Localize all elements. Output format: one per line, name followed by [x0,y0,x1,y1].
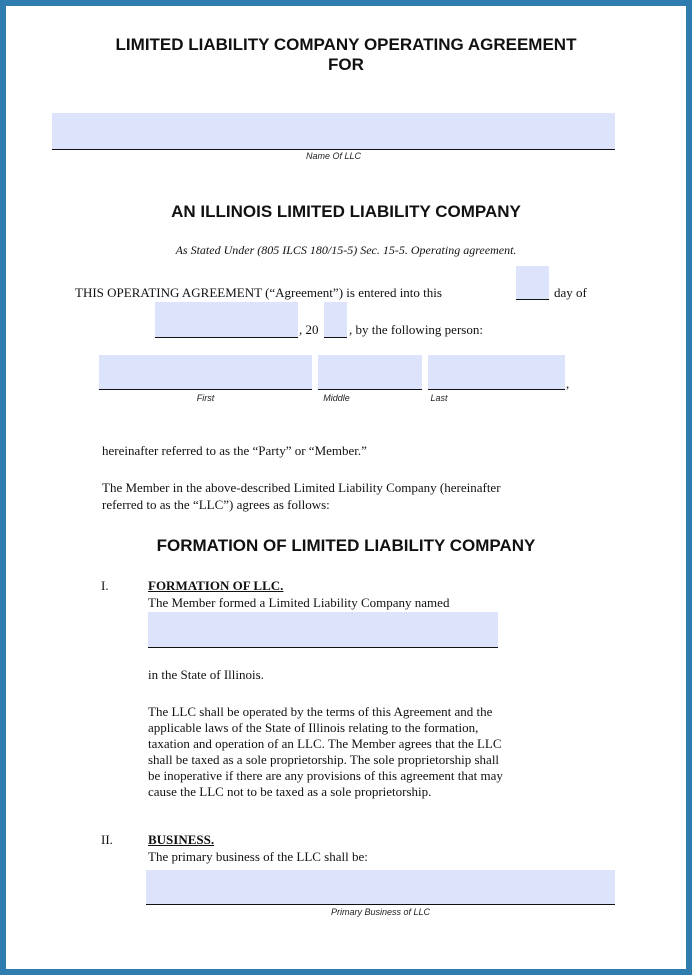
primary-business-caption: Primary Business of LLC [330,907,431,917]
state-heading: AN ILLINOIS LIMITED LIABILITY COMPANY [171,202,521,221]
section-2-line: The primary business of the LLC shall be: [148,849,368,864]
intro-day-of: day of [554,285,587,300]
middle-name-field[interactable] [318,355,422,390]
intro-year-prefix: , 20 [299,322,319,337]
section-2-number: II. [101,832,113,847]
first-name-field[interactable] [99,355,312,390]
para-line: applicable laws of the State of Illinois relating to the formation, [148,720,479,735]
month-field[interactable] [155,302,298,338]
section-1-paragraph [148,704,618,800]
title-line-2: FOR [328,55,364,74]
statute-reference: As Stated Under (805 ILCS 180/15-5) Sec. 15-5. Operating agreement. [175,243,517,257]
intro-following-person: , by the following person: [349,322,483,337]
document-title [6,35,686,75]
state-line: in the State of Illinois. [148,667,264,682]
middle-caption: Middle [323,393,350,403]
year-field[interactable] [324,302,347,338]
section-1-title: FORMATION OF LLC. [148,578,284,593]
section-heading: FORMATION OF LIMITED LIABILITY COMPANY [156,536,536,555]
name-comma: , [566,376,570,391]
member-text-2: referred to as the “LLC”) agrees as follows: [102,497,330,512]
section-2-title: BUSINESS. [148,832,215,847]
para-line: cause the LLC not to be taxed as a sole proprietorship. [148,784,432,799]
party-text: hereinafter referred to as the “Party” or “Member.” [102,443,367,458]
day-field[interactable] [516,266,549,300]
primary-business-field[interactable] [146,870,615,905]
last-name-field[interactable] [428,355,565,390]
llc-formed-name-field[interactable] [148,612,498,648]
section-1-line: The Member formed a Limited Liability Company named [148,595,450,610]
title-line-1: LIMITED LIABILITY COMPANY OPERATING AGREEMENT [115,35,577,54]
para-line: taxation and operation of an LLC. The Member agrees that the LLC [148,736,502,751]
para-line: be inoperative if there are any provisions of this agreement that may [148,768,503,783]
section-1-number: I. [101,578,109,593]
first-caption: First [196,393,215,403]
llc-name-caption: Name Of LLC [305,151,362,161]
intro-line-1: THIS OPERATING AGREEMENT (“Agreement”) is entered into this [75,285,442,300]
document-page [6,6,686,969]
llc-name-field[interactable] [52,113,615,150]
last-caption: Last [430,393,448,403]
para-line: The LLC shall be operated by the terms of this Agreement and the [148,704,493,719]
member-text-1: The Member in the above-described Limited Liability Company (hereinafter [102,480,501,495]
para-line: shall be taxed as a sole proprietorship. The sole proprietorship shall [148,752,500,767]
